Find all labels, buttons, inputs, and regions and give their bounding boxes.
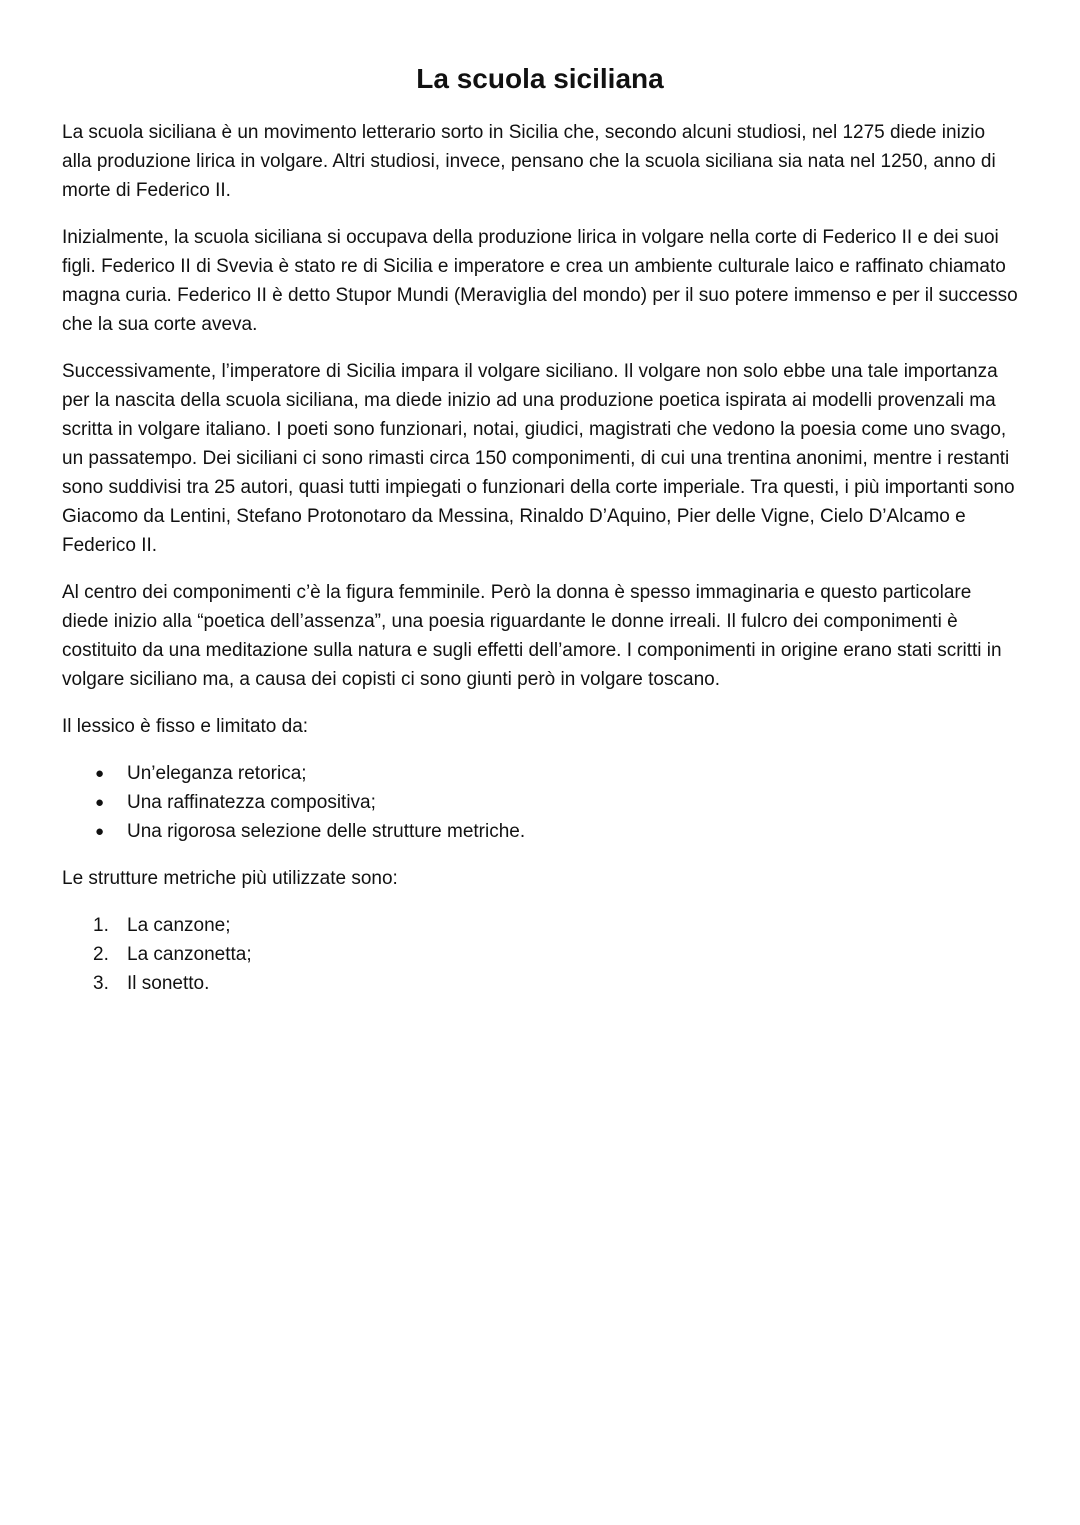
- metrics-intro: Le strutture metriche più utilizzate sono:: [62, 868, 398, 889]
- list-item-text: La canzonetta;: [127, 944, 252, 965]
- list-item-text: Una rigorosa selezione delle strutture metriche.: [127, 821, 526, 842]
- paragraph-4: Al centro dei componimenti c’è la figura femminile. Però la donna è spesso immaginaria e questo particolare diede inizio alla “poetica dell’assenza”, una poesia riguardante le donne irreali. Il fulcro dei componimenti è costituito da una meditazione sulla natura e sugli effetti dell’amore. I componimenti in origine erano stati scritti in volgare siciliano ma, a causa dei copisti ci sono giunti però in volgare toscano.: [62, 582, 1002, 690]
- list-number: 1.: [93, 915, 109, 936]
- lexicon-bullet-list: [62, 759, 1018, 846]
- page-title: La scuola siciliana: [416, 63, 664, 94]
- list-item: [62, 759, 1018, 788]
- list-item: [62, 940, 1018, 969]
- list-item: [62, 817, 1018, 846]
- paragraph-2: Inizialmente, la scuola siciliana si occupava della produzione lirica in volgare nella corte di Federico II e dei suoi figli. Federico II di Svevia è stato re di Sicilia e imperatore e crea un ambiente culturale laico e raffinato chiamato magna curia. Federico II è detto Stupor Mundi (Meraviglia del mondo) per il suo potere immenso e per il successo che la sua corte aveva.: [62, 227, 1018, 335]
- list-item: [62, 911, 1018, 940]
- paragraph-3: Successivamente, l’imperatore di Sicilia impara il volgare siciliano. Il volgare non solo ebbe una tale importanza per la nascita della scuola siciliana, ma diede inizio ad una produzione poetica ispirata ai modelli provenzali ma scritta in volgare italiano. I poeti sono funzionari, notai, giudici, magistrati che vedono la poesia come uno svago, un passatempo. Dei siciliani ci sono rimasti circa 150 componimenti, di cui una trentina anonimi, mentre i restanti sono suddivisi tra 25 autori, quasi tutti impiegati o funzionari della corte imperiale. Tra questi, i più importanti sono Giacomo da Lentini, Stefano Protonotaro da Messina, Rinaldo D’Aquino, Pier delle Vigne, Cielo D’Alcamo e Federico II.: [62, 361, 1015, 556]
- lexicon-intro: Il lessico è fisso e limitato da:: [62, 716, 309, 737]
- bullet-icon: ●: [95, 823, 105, 840]
- list-item-text: Il sonetto.: [127, 973, 210, 994]
- metrics-numbered-list: [62, 911, 1018, 998]
- bullet-icon: ●: [95, 794, 105, 811]
- list-number: 3.: [93, 973, 109, 994]
- list-number: 2.: [93, 944, 109, 965]
- list-item: [62, 969, 1018, 998]
- list-item-text: Una raffinatezza compositiva;: [127, 792, 376, 813]
- list-item-text: La canzone;: [127, 915, 231, 936]
- bullet-icon: ●: [95, 765, 105, 782]
- list-item: [62, 788, 1018, 817]
- list-item-text: Un’eleganza retorica;: [127, 763, 307, 784]
- paragraph-1: La scuola siciliana è un movimento letterario sorto in Sicilia che, secondo alcuni studiosi, nel 1275 diede inizio alla produzione lirica in volgare. Altri studiosi, invece, pensano che la scuola siciliana sia nata nel 1250, anno di morte di Federico II.: [62, 122, 996, 201]
